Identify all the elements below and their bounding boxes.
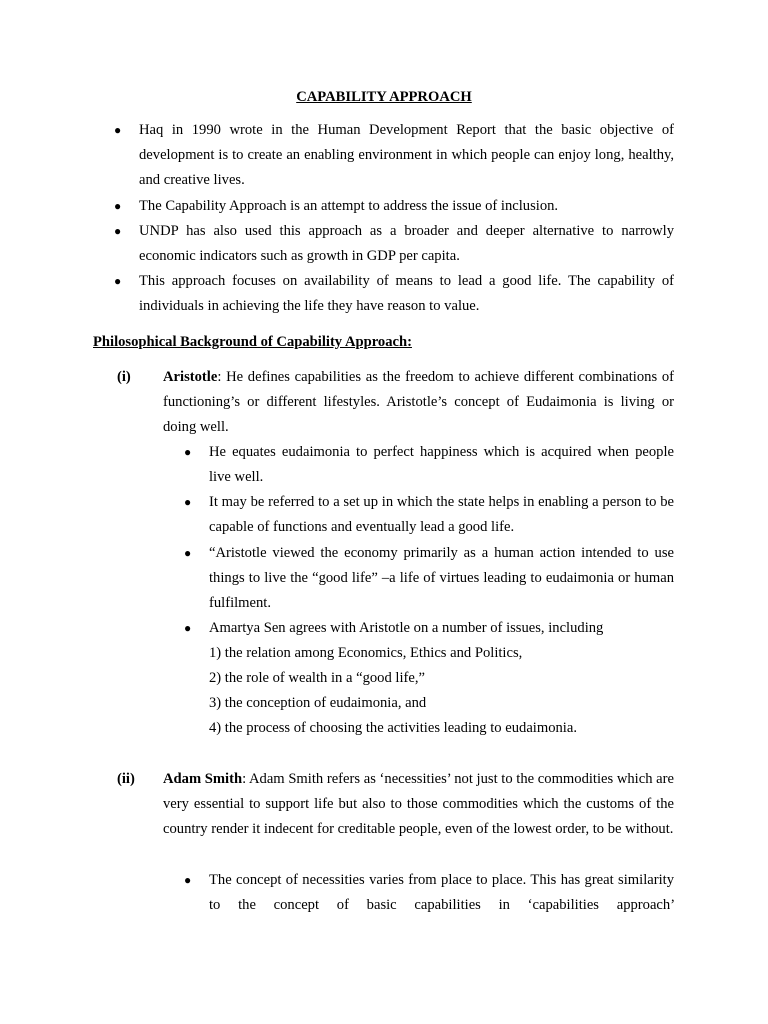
bullet-icon: ●	[114, 224, 122, 238]
bullet-item	[114, 219, 674, 269]
bullet-item	[114, 269, 674, 319]
section-text: : He defines capabilities as the freedom to achieve different combinations of functioning’s or different lifestyles. Aristotle’s concept of Eudaimonia is living or doing well.	[163, 369, 674, 436]
numbered-subitem: 3) the conception of eudaimonia, and	[209, 695, 427, 711]
section-number: (i)	[117, 369, 131, 385]
section-name: Aristotle	[163, 369, 218, 385]
bullet-icon: ●	[114, 199, 122, 213]
sub-bullet-item	[184, 868, 674, 944]
bullet-item	[114, 118, 674, 194]
bullet-icon: ●	[114, 274, 122, 288]
bullet-icon: ●	[114, 123, 122, 137]
bullet-text: This approach focuses on availability of means to lead a good life. The capability of individuals in achieving the life they have reason to value.	[139, 273, 674, 315]
sub-bullet-item	[184, 541, 674, 617]
bullet-icon: ●	[184, 873, 192, 887]
numbered-subitem: 4) the process of choosing the activities leading to eudaimonia.	[209, 720, 577, 736]
document-title: CAPABILITY APPROACH	[296, 89, 472, 105]
sub-bullet-item	[184, 440, 674, 490]
section-name: Adam Smith	[163, 771, 243, 787]
numbered-subitem: 2) the role of wealth in a “good life,”	[209, 670, 425, 686]
bullet-icon: ●	[184, 445, 192, 459]
sub-bullet-text: “Aristotle viewed the economy primarily as a human action intended to use things to live the “good life” –a life of virtues leading to eudaimonia or human fulfilment.	[209, 545, 674, 612]
section-text: : Adam Smith refers as ‘necessities’ not just to the commodities which are very essential to support life but also to those commodities which the customs of the country render it indecent for creditable people, even of the lowest order, to be without.	[163, 771, 674, 838]
sub-bullet-text: The concept of necessities varies from place to place. This has great similarity to the concept of basic capabilities in ‘capabilities approach’	[209, 872, 674, 914]
sub-bullet-text: He equates eudaimonia to perfect happiness which is acquired when people live well.	[209, 444, 674, 486]
section-paragraph	[163, 767, 674, 843]
bullet-icon: ●	[184, 546, 192, 560]
sub-bullet-text: Amartya Sen agrees with Aristotle on a number of issues, including	[209, 620, 604, 636]
numbered-subitem: 1) the relation among Economics, Ethics and Politics,	[209, 645, 523, 661]
sub-bullet-text: It may be referred to a set up in which the state helps in enabling a person to be capable of functions and eventually lead a good life.	[209, 494, 674, 536]
bullet-icon: ●	[184, 495, 192, 509]
section-number: (ii)	[117, 771, 135, 787]
bullet-icon: ●	[184, 621, 192, 635]
bullet-text: UNDP has also used this approach as a broader and deeper alternative to narrowly economic indicators such as growth in GDP per capita.	[139, 223, 674, 265]
bullet-item	[114, 194, 674, 219]
bullet-text: Haq in 1990 wrote in the Human Development Report that the basic objective of development is to create an enabling environment in which people can enjoy long, healthy, and creative lives.	[139, 122, 674, 189]
sub-bullet-item	[184, 616, 674, 641]
section-paragraph	[163, 365, 674, 441]
section-heading: Philosophical Background of Capability Approach:	[93, 334, 412, 350]
bullet-text: The Capability Approach is an attempt to address the issue of inclusion.	[139, 198, 559, 214]
sub-bullet-item	[184, 490, 674, 540]
